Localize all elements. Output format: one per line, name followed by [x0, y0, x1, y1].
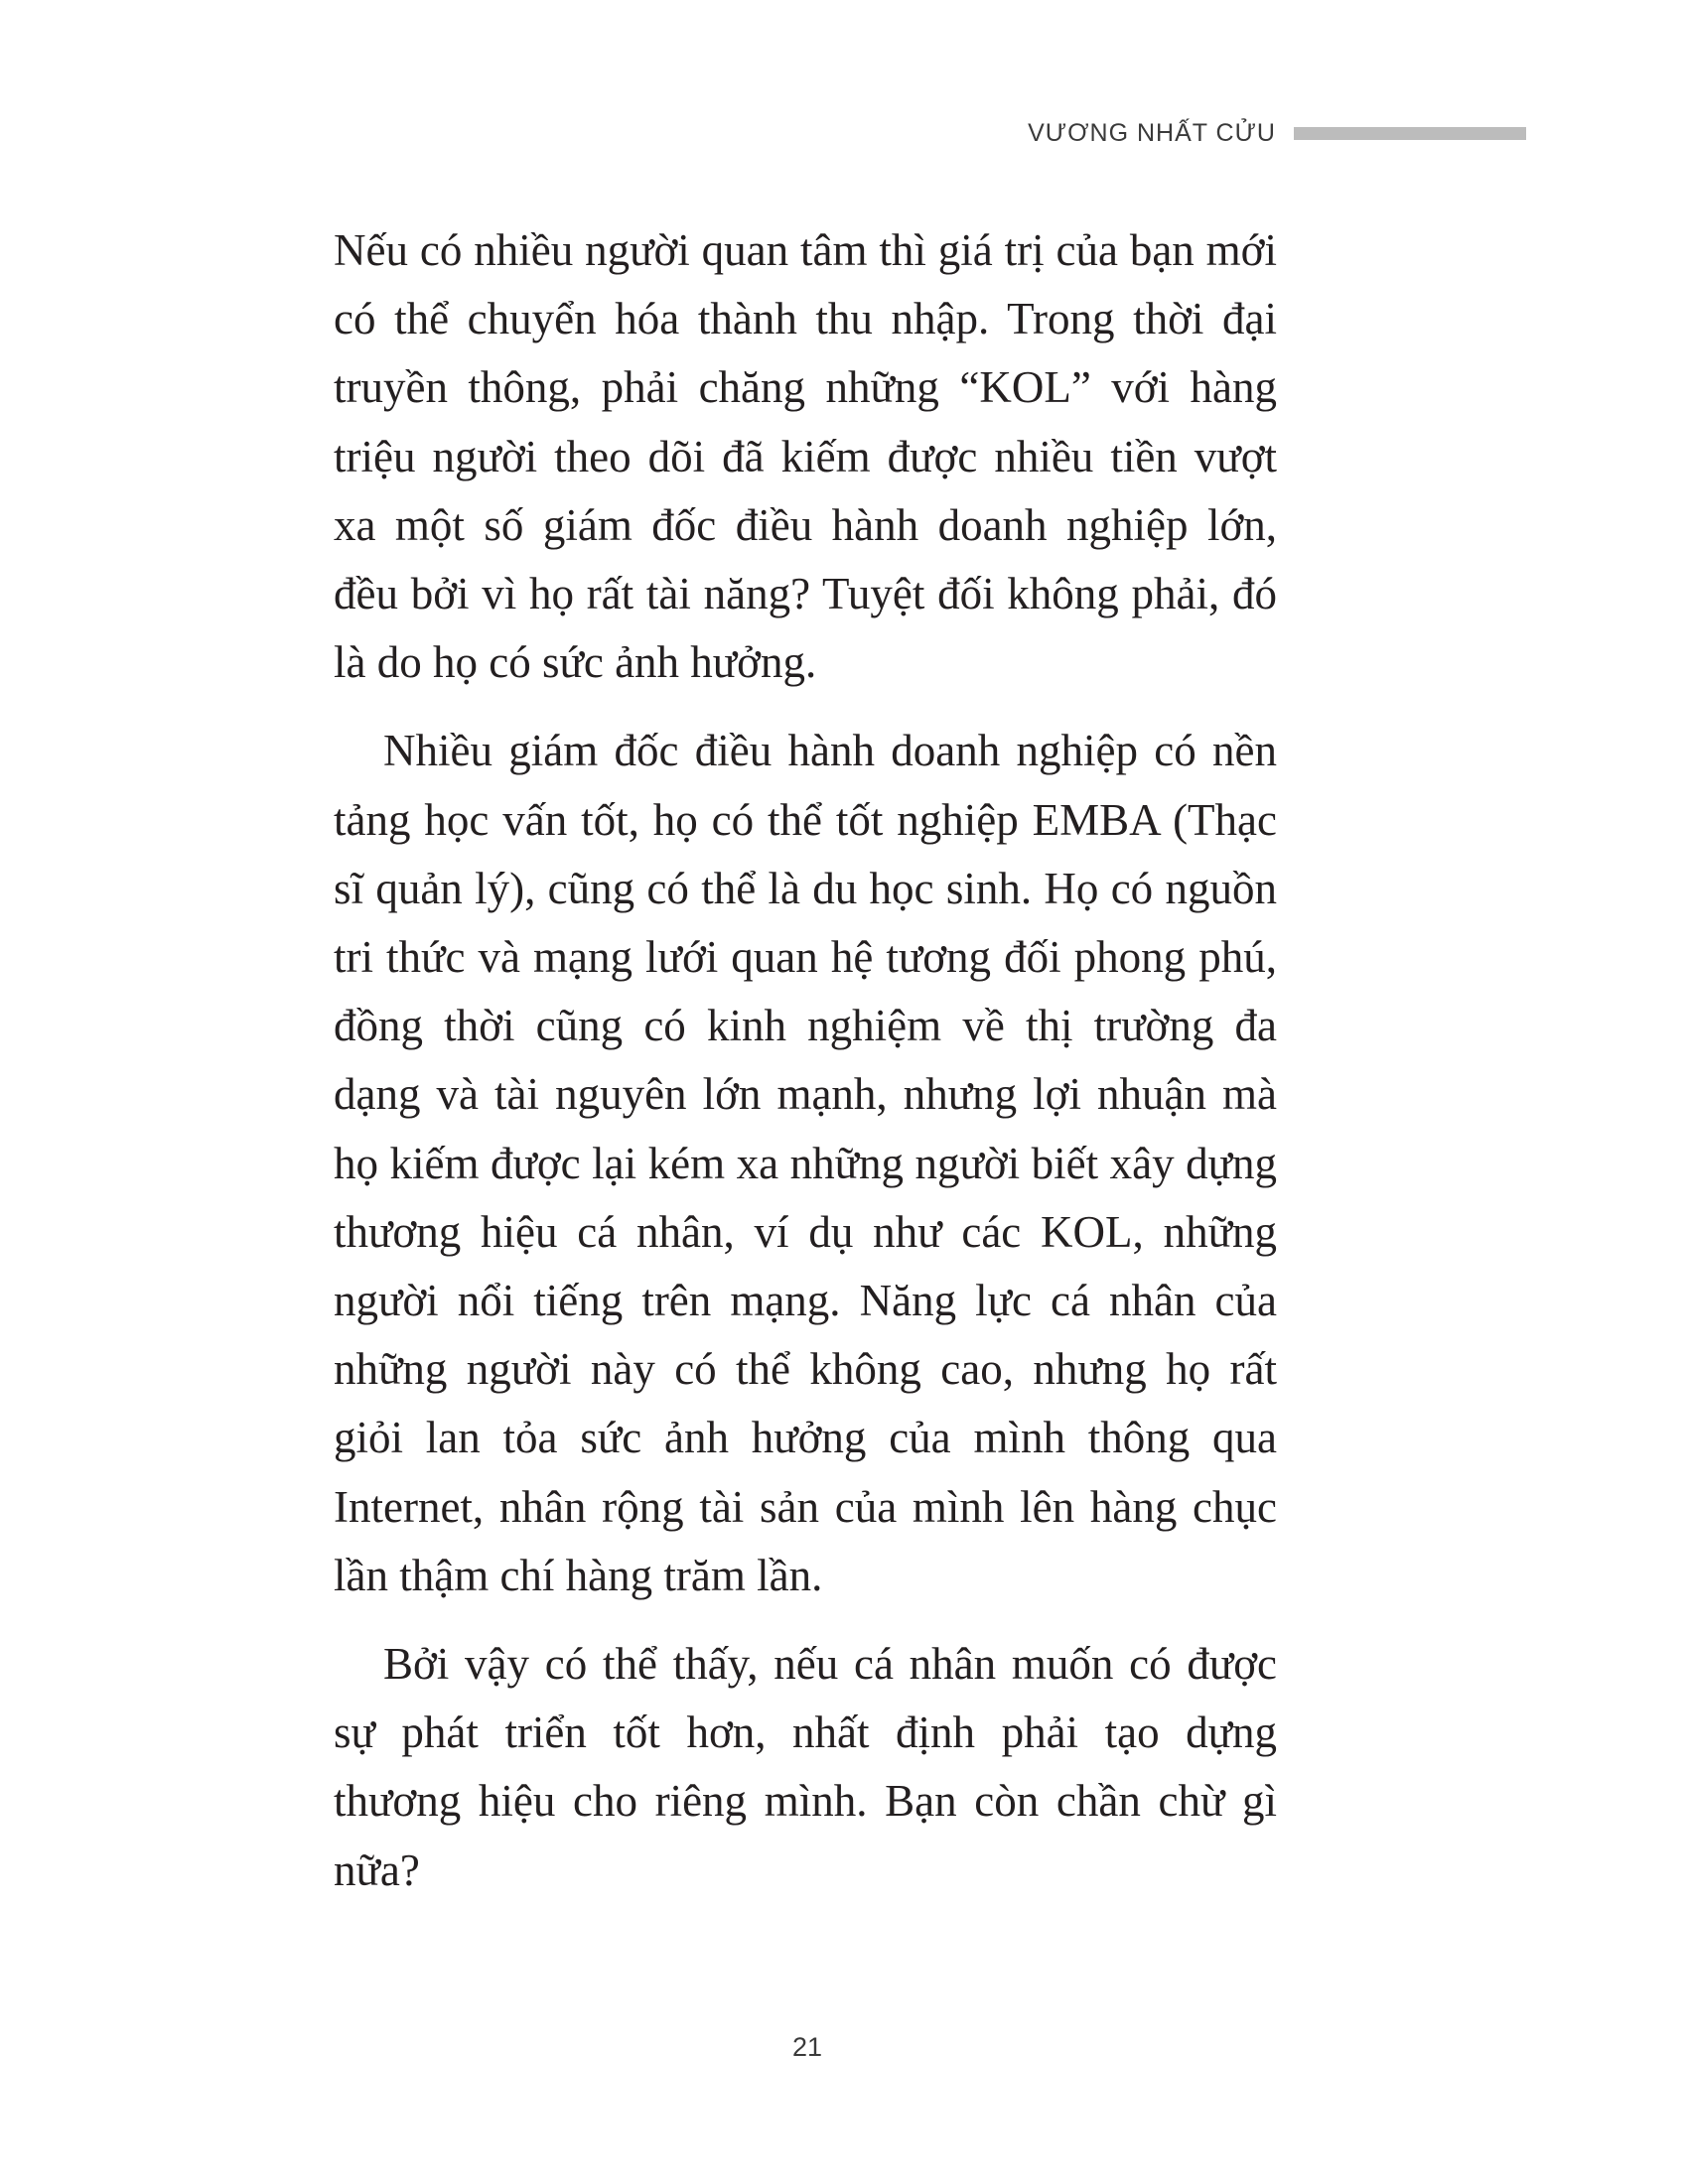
paragraph: Nhiều giám đốc điều hành doanh nghiệp có nền tảng học vấn tốt, họ có thể tốt nghiệp EMBA (Thạc sĩ quản lý), cũng có thể là du học sinh. Họ có nguồn tri thức và mạng lưới quan hệ tương đối phong phú, đồng thời cũng có kinh nghiệm về thị trường đa dạng và tài nguyên lớn mạnh, nhưng lợi nhuận mà họ kiếm được lại kém xa những người biết xây dựng thương hiệu cá nhân, ví dụ như các KOL, những người nổi tiếng trên mạng. Năng lực cá nhân của những người này có thể không cao, nhưng họ rất giỏi lan tỏa sức ảnh hưởng của mình thông qua Internet, nhân rộng tài sản của mình lên hàng chục lần thậm chí hàng trăm lần.	[334, 726, 1277, 1600]
paragraph: Bởi vậy có thể thấy, nếu cá nhân muốn có được sự phát triển tốt hơn, nhất định phải tạo dựng thương hiệu cho riêng mình. Bạn còn chần chừ gì nữa?	[334, 1639, 1277, 1895]
page-number: 21	[791, 2032, 823, 2062]
header-rule	[1294, 127, 1526, 140]
header-author-name: VƯƠNG NHẤT CỬU	[1028, 119, 1276, 147]
body-text	[334, 216, 1277, 1925]
paragraph: Nếu có nhiều người quan tâm thì giá trị của bạn mới có thể chuyển hóa thành thu nhập. Trong thời đại truyền thông, phải chăng những “KOL” với hàng triệu người theo dõi đã kiếm được nhiều tiền vượt xa một số giám đốc điều hành doanh nghiệp lớn, đều bởi vì họ rất tài năng? Tuyệt đối không phải, đó là do họ có sức ảnh hưởng.	[334, 225, 1277, 688]
